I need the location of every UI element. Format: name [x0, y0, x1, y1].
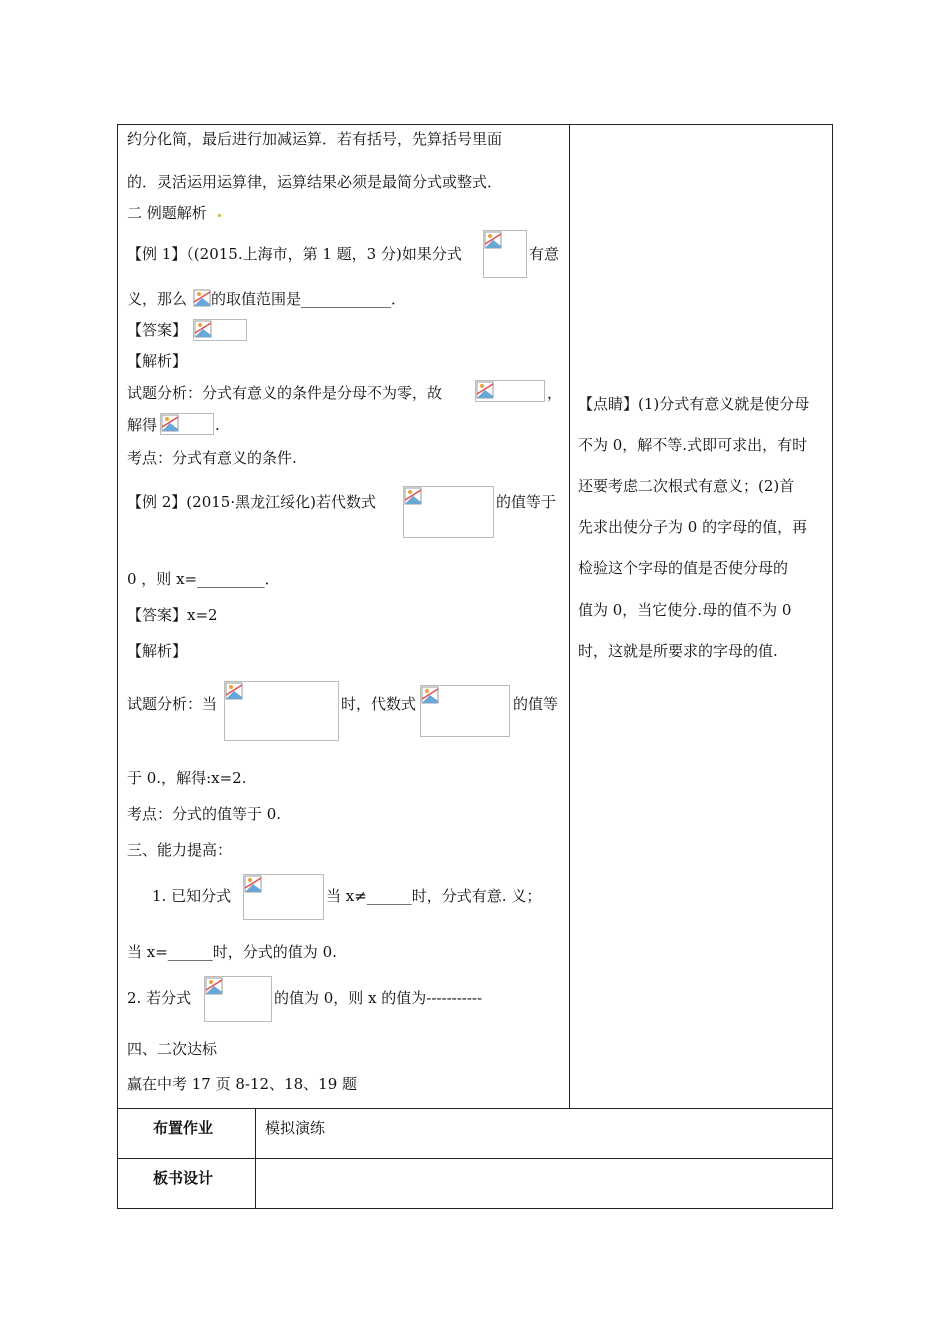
table-frame [117, 124, 833, 1209]
homework-value: 模拟演练 [265, 1119, 326, 1137]
example-1-text: 有意 [529, 245, 560, 263]
answer-text: 【答案】x=2 [127, 606, 218, 624]
formula-image [224, 681, 339, 741]
homework-label: 布置作业 [153, 1119, 214, 1137]
analysis-text: 解得 [127, 416, 158, 434]
example-2-text: 0 ，则 x=_________． [127, 570, 280, 588]
text-line: 的．灵活运用运算律，运算结果必须是最简分式或整式． [127, 173, 503, 191]
board-design-label: 板书设计 [153, 1169, 214, 1187]
broken-image-icon [193, 289, 211, 307]
broken-image-icon [244, 875, 262, 893]
broken-image-icon [404, 487, 422, 505]
formula-image [403, 486, 494, 538]
example-2-text: 的值等于 [496, 493, 557, 511]
column-divider [569, 124, 570, 1109]
kaodian-text: 考点：分式有意义的条件. [127, 449, 297, 467]
broken-image-icon [476, 381, 494, 399]
formula-image [420, 685, 510, 737]
section-heading: 三、能力提高： [127, 841, 233, 859]
analysis-text: 于 0.，解得:x=2. [127, 769, 247, 787]
broken-image-icon [225, 682, 243, 700]
row-divider-homework [117, 1108, 833, 1109]
side-note-line: 【点睛】(1)分式有意义就是使分母 [578, 395, 810, 413]
broken-image-icon [484, 231, 502, 249]
formula-image [475, 380, 545, 402]
row-divider-board [117, 1158, 833, 1159]
question-1-text: 1. 已知分式 [152, 887, 232, 905]
example-1-text: 的取值范围是____________． [211, 290, 407, 308]
analysis-text: ， [547, 384, 563, 402]
broken-image-icon [194, 320, 212, 338]
broken-image-icon [161, 414, 179, 432]
formula-image [204, 976, 272, 1022]
formula-image [160, 413, 214, 435]
text-line: 约分化简，最后进行加减运算．若有括号，先算括号里面 [127, 130, 503, 148]
side-note-line: 值为 0，当它使分.母的值不为 0 [578, 601, 792, 619]
analysis-text: 试题分析：分式有意义的条件是分母不为零，故 [127, 384, 443, 402]
example-2-text: 【例 2】(2015·黑龙江绥化)若代数式 [127, 493, 376, 511]
question-2-text: 的值为 0，则 x 的值为----------- [274, 989, 483, 1007]
broken-image-icon [421, 686, 439, 704]
label-column-divider [255, 1108, 256, 1208]
question-1-text: 当 x=______时，分式的值为 0. [127, 943, 337, 961]
analysis-text: 试题分析：当 [127, 695, 218, 713]
answer-label: 【答案】 [127, 321, 188, 339]
analysis-text: 时，代数式 [341, 695, 417, 713]
section-heading: 二 例题解析 [127, 204, 207, 222]
edit-mark [218, 214, 221, 217]
example-1-text: 【例 1】（(2015.上海市，第 1 题，3 分)如果分式 [127, 245, 462, 263]
formula-image [483, 230, 527, 278]
homework-reference: 赢在中考 17 页 8-12、18、19 题 [127, 1075, 358, 1093]
example-1-text: 义，那么 [127, 290, 188, 308]
question-1-text: 当 x≠______时，分式有意. 义； [326, 887, 542, 905]
side-note-line: 还要考虑二次根式有意义；(2)首 [578, 477, 795, 495]
side-note-line: 时，这就是所要求的字母的值. [578, 642, 778, 660]
formula-image [243, 874, 324, 920]
formula-image [193, 289, 211, 307]
side-note-line: 不为 0，解不等.式即可求出，有时 [578, 436, 808, 454]
side-note-line: 先求出使分子为 0 的字母的值，再 [578, 518, 808, 536]
broken-image-icon [205, 977, 223, 995]
analysis-text: 的值等 [513, 695, 559, 713]
analysis-label: 【解析】 [127, 642, 188, 660]
question-2-text: 2. 若分式 [127, 989, 192, 1007]
side-note-line: 检验这个字母的值是否使分母的 [578, 559, 789, 577]
section-heading: 四、二次达标 [127, 1040, 218, 1058]
analysis-text: . [215, 416, 220, 434]
analysis-label: 【解析】 [127, 352, 188, 370]
formula-image [193, 319, 247, 341]
kaodian-text: 考点：分式的值等于 0. [127, 805, 282, 823]
